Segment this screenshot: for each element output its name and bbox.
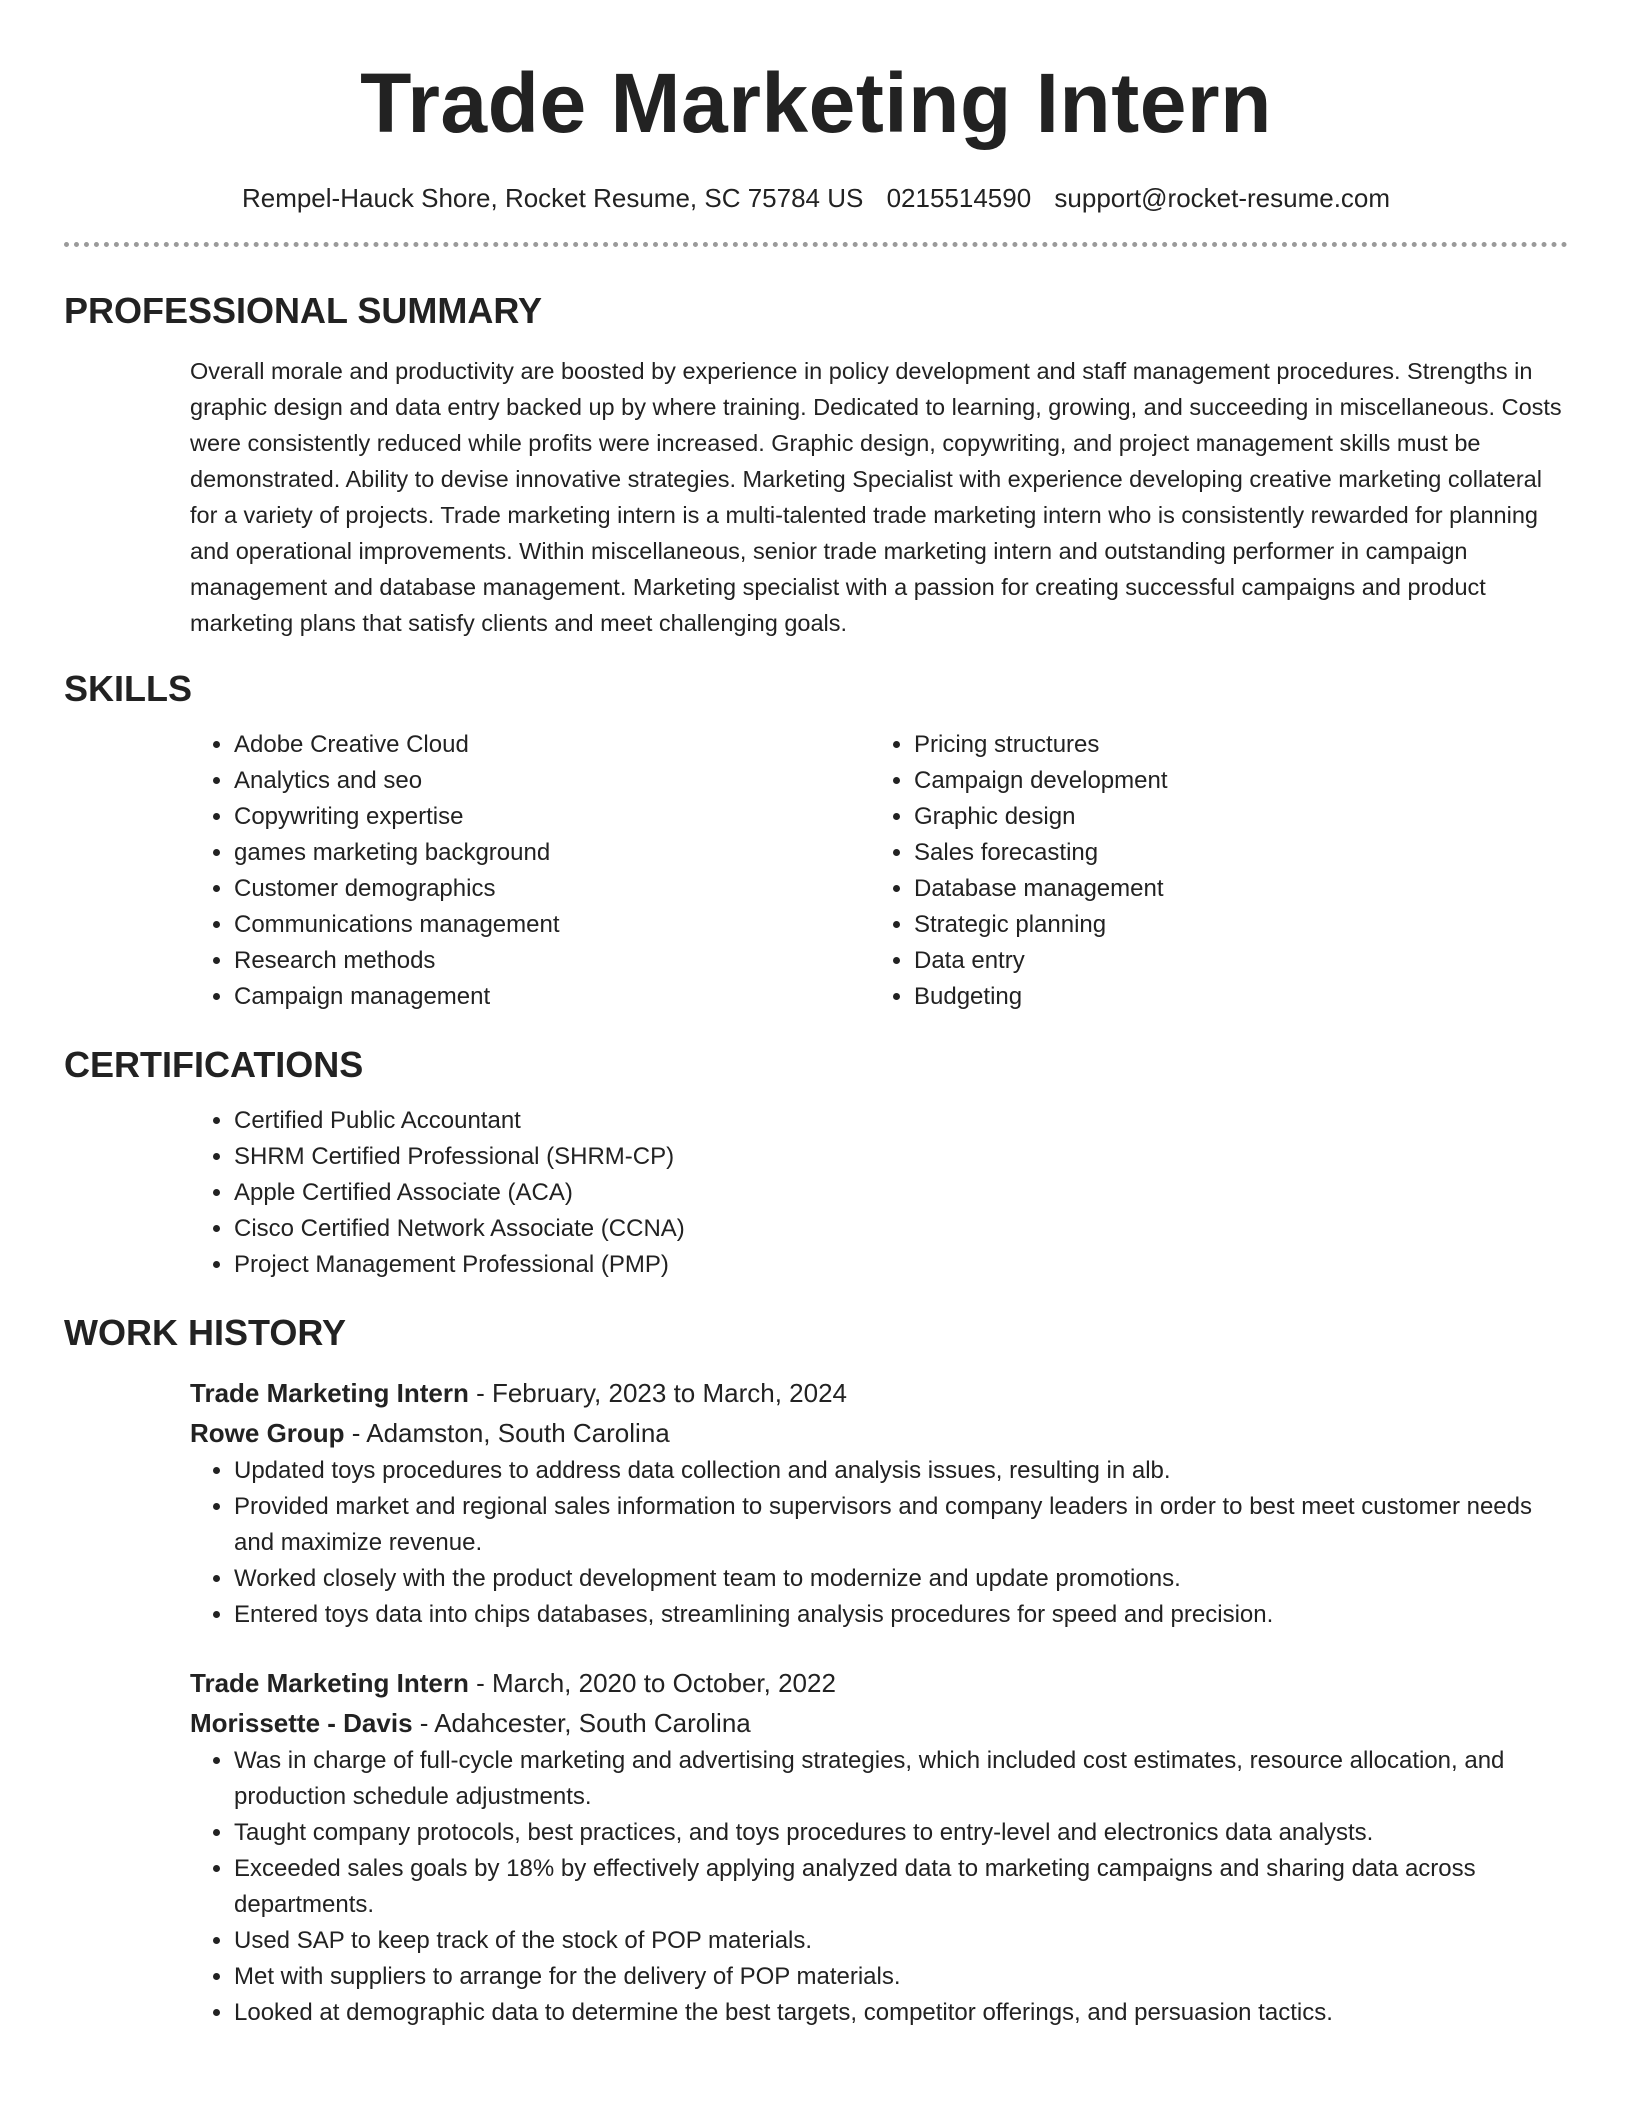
- skill-item: • Graphic design: [914, 799, 1550, 835]
- job-location: - Adamston, South Carolina: [344, 1418, 670, 1448]
- certification-item: • Project Management Professional (PMP): [234, 1247, 1568, 1283]
- job-bullet: • Updated toys procedures to address data collection and analysis issues, resulting in alb.: [234, 1453, 1568, 1489]
- skills-list-right: [870, 727, 1550, 1015]
- job-bullet: • Used SAP to keep track of the stock of POP materials.: [234, 1923, 1568, 1959]
- skill-item: • Pricing structures: [914, 727, 1550, 763]
- work-history-title: WORK HISTORY: [64, 1312, 347, 1353]
- certification-item: • Certified Public Accountant: [234, 1103, 1568, 1139]
- resume-name: Trade Marketing Intern: [360, 56, 1272, 150]
- certification-item: • Cisco Certified Network Associate (CCNA): [234, 1211, 1568, 1247]
- skills-column-left: [190, 727, 870, 1015]
- job-dates: - February, 2023 to March, 2024: [468, 1378, 847, 1408]
- skills-column-right: [870, 727, 1550, 1015]
- job-bullet: • Was in charge of full-cycle marketing and advertising strategies, which included cost estimates, resource allocation, and production schedule adjustments.: [234, 1743, 1568, 1815]
- skill-item: • Analytics and seo: [234, 763, 870, 799]
- skill-item: • Customer demographics: [234, 871, 870, 907]
- certifications-body: [190, 1103, 1568, 1283]
- contact-phone: 0215514590: [886, 183, 1032, 213]
- job-title-line: [190, 1373, 1568, 1413]
- contact-email[interactable]: support@rocket-resume.com: [1054, 183, 1391, 213]
- contact-line: [64, 182, 1568, 214]
- skill-item: • Database management: [914, 871, 1550, 907]
- certification-item: • SHRM Certified Professional (SHRM-CP): [234, 1139, 1568, 1175]
- summary-section: [64, 291, 1568, 641]
- skill-item: • Research methods: [234, 943, 870, 979]
- skill-item: • Strategic planning: [914, 907, 1550, 943]
- job-company: Morissette - Davis: [190, 1708, 413, 1738]
- job-bullet: • Provided market and regional sales information to supervisors and company leaders in order to best meet customer needs and maximize revenue.: [234, 1489, 1568, 1561]
- job-company-line: [190, 1703, 1568, 1743]
- job-bullets: [190, 1743, 1568, 2031]
- skill-item: • Sales forecasting: [914, 835, 1550, 871]
- work-history-section: [64, 1313, 1568, 2031]
- contact-address: Rempel-Hauck Shore, Rocket Resume, SC 75784 US: [241, 183, 864, 213]
- skill-item: • Copywriting expertise: [234, 799, 870, 835]
- job-location: - Adahcester, South Carolina: [412, 1708, 751, 1738]
- job-bullet: • Looked at demographic data to determine the best targets, competitor offerings, and persuasion tactics.: [234, 1995, 1568, 2031]
- job-company-line: [190, 1413, 1568, 1453]
- job-role: Trade Marketing Intern: [190, 1378, 469, 1408]
- job-title-line: [190, 1663, 1568, 1703]
- job-dates: - March, 2020 to October, 2022: [468, 1668, 836, 1698]
- job-bullet: • Taught company protocols, best practices, and toys procedures to entry-level and electronics data analysts.: [234, 1815, 1568, 1851]
- skill-item: • Campaign development: [914, 763, 1550, 799]
- header-divider: [64, 242, 1568, 247]
- summary-text: Overall morale and productivity are boosted by experience in policy development and staff management procedures. Strengths in graphic design and data entry backed up by where training. Dedicated to learning, growing, and succeeding in miscellaneous. Costs were consistently reduced while profits were increased. Graphic design, copywriting, and project management skills must be demonstrated. Ability to devise innovative strategies. Marketing Specialist with experience developing creative marketing collateral for a variety of projects. Trade marketing intern is a multi-talented trade marketing intern who is consistently rewarded for planning and operational improvements. Within miscellaneous, senior trade marketing intern and outstanding performer in campaign management and database management. Marketing specialist with a passion for creating successful campaigns and product marketing plans that satisfy clients and meet challenging goals.: [190, 358, 1562, 636]
- certification-item: • Apple Certified Associate (ACA): [234, 1175, 1568, 1211]
- job-company: Rowe Group: [190, 1418, 345, 1448]
- skill-item: • Adobe Creative Cloud: [234, 727, 870, 763]
- skills-grid: [190, 727, 1568, 1015]
- job-role: Trade Marketing Intern: [190, 1668, 469, 1698]
- job-bullets: [190, 1453, 1568, 1633]
- job-bullet: • Worked closely with the product development team to modernize and update promotions.: [234, 1561, 1568, 1597]
- job-entry: [190, 1663, 1568, 2031]
- skills-title: SKILLS: [64, 668, 193, 709]
- job-bullet: • Exceeded sales goals by 18% by effectively applying analyzed data to marketing campaigns and sharing data across departments.: [234, 1851, 1568, 1923]
- skills-section: [64, 669, 1568, 1015]
- skill-item: • Campaign management: [234, 979, 870, 1015]
- skill-item: • games marketing background: [234, 835, 870, 871]
- skills-list-left: [190, 727, 870, 1015]
- job-bullet: • Entered toys data into chips databases, streamlining analysis procedures for speed and precision.: [234, 1597, 1568, 1633]
- skill-item: • Data entry: [914, 943, 1550, 979]
- certifications-section: [64, 1045, 1568, 1283]
- skill-item: • Budgeting: [914, 979, 1550, 1015]
- job-bullet: • Met with suppliers to arrange for the delivery of POP materials.: [234, 1959, 1568, 1995]
- job-entry: [190, 1373, 1568, 1633]
- skill-item: • Communications management: [234, 907, 870, 943]
- certifications-title: CERTIFICATIONS: [64, 1044, 364, 1085]
- certifications-list: [190, 1103, 1568, 1283]
- summary-title: PROFESSIONAL SUMMARY: [64, 290, 543, 331]
